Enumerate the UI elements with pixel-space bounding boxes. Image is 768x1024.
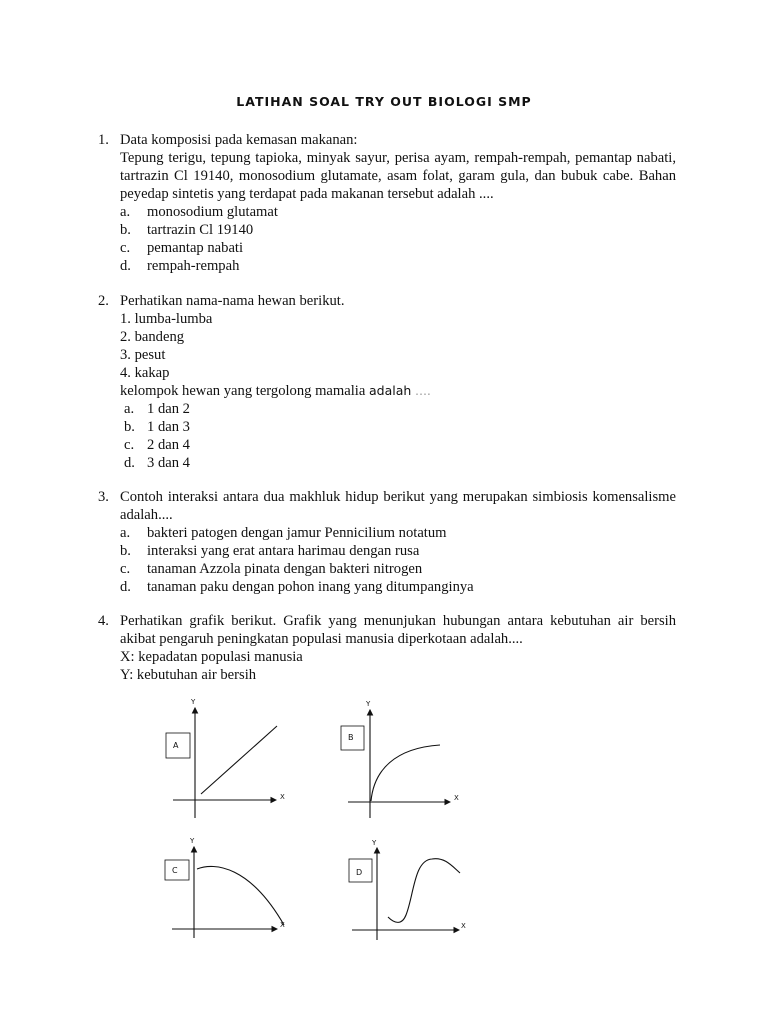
option-d[interactable]: d. 3 dan 4 <box>124 455 190 471</box>
question-number: 4. <box>98 613 109 629</box>
graph-label: A <box>173 741 179 750</box>
graph-label: C <box>172 866 178 875</box>
curve <box>388 859 460 923</box>
question-number: 1. <box>98 132 109 148</box>
option-a[interactable]: a. bakteri patogen dengan jamur Pennicilium notatum <box>120 525 447 541</box>
question-stem: Perhatikan grafik berikut. Grafik yang menunjukan hubungan antara kebutuhan air bersih akibat pengaruh peningkatan populasi manusia diperkotaan adalah.... <box>120 613 676 647</box>
option-c[interactable]: c. 2 dan 4 <box>124 437 190 453</box>
option-c[interactable]: c. tanaman Azzola pinata dengan bakteri nitrogen <box>120 561 423 577</box>
question-stem: Perhatikan nama-nama hewan berikut. <box>120 293 345 309</box>
graph-c <box>165 847 284 938</box>
option-b[interactable]: b. tartrazin Cl 19140 <box>120 222 254 238</box>
option-d[interactable]: d. tanaman paku dengan pohon inang yang ditumpanginya <box>120 579 474 595</box>
x-axis-label: X <box>461 922 466 930</box>
graph-label: B <box>348 733 354 742</box>
curve <box>197 866 284 925</box>
x-definition: X: kepadatan populasi manusia <box>120 649 303 665</box>
question-number: 2. <box>98 293 109 309</box>
option-b[interactable]: b. interaksi yang erat antara harimau dengan rusa <box>120 543 420 559</box>
graph-a <box>166 708 277 818</box>
document-title: LATIHAN SOAL TRY OUT BIOLOGI SMP <box>236 94 532 109</box>
question-stem: Data komposisi pada kemasan makanan: <box>120 132 358 148</box>
list-item: 4. kakap <box>120 365 170 381</box>
x-axis-label: X <box>280 921 285 929</box>
question-stem: Contoh interaksi antara dua makhluk hidup berikut yang merupakan simbiosis komensalisme adalah.... <box>120 489 676 523</box>
option-d[interactable]: d. rempah-rempah <box>120 258 240 274</box>
y-axis-label: Y <box>372 839 377 847</box>
option-b[interactable]: b. 1 dan 3 <box>124 419 190 435</box>
option-c[interactable]: c. pemantap nabati <box>120 240 244 256</box>
graph-d <box>349 848 460 940</box>
graph-b <box>341 710 450 818</box>
y-axis-label: Y <box>191 698 196 706</box>
y-definition: Y: kebutuhan air bersih <box>120 667 257 683</box>
x-axis-label: X <box>280 793 285 801</box>
question-text: kelompok hewan yang tergolong mamalia adalah …. <box>120 383 431 399</box>
y-axis-label: Y <box>190 837 195 845</box>
option-a[interactable]: a. monosodium glutamat <box>120 204 278 220</box>
graph-label: D <box>356 868 363 877</box>
list-item: 3. pesut <box>120 347 166 363</box>
option-a[interactable]: a. 1 dan 2 <box>124 401 190 417</box>
y-axis-label: Y <box>366 700 371 708</box>
curve <box>371 745 440 801</box>
question-number: 3. <box>98 489 109 505</box>
question-text: Tepung terigu, tepung tapioka, minyak sayur, perisa ayam, rempah-rempah, pemantap nabati, tartrazin Cl 19140, monosodium glutamate, asam folat, garam gula, dan bubuk cabe. Bahan peyedap sintetis yang terdapat pada makanan tersebut adalah .... <box>120 150 676 202</box>
list-item: 2. bandeng <box>120 329 185 345</box>
x-axis-label: X <box>454 794 459 802</box>
curve <box>201 726 277 794</box>
list-item: 1. lumba-lumba <box>120 311 213 327</box>
